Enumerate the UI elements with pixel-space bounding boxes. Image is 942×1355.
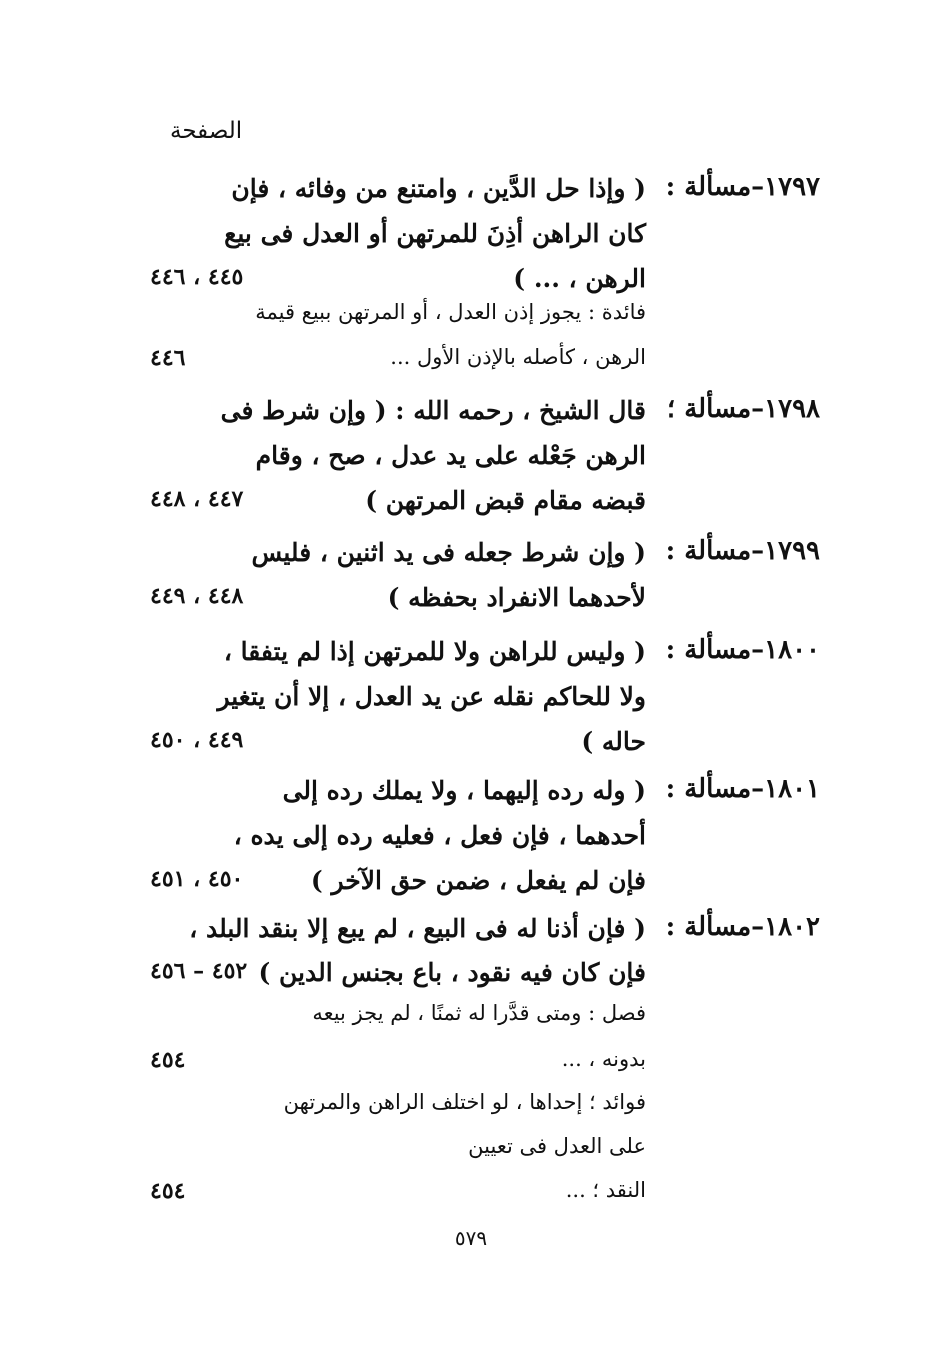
- entry-label: ١٨٠٠–مسألة :: [665, 635, 820, 665]
- entry-text-line: ( وإذا حل الدَّين ، وامتنع من وفائه ، فإن: [231, 174, 646, 203]
- page-column-header: الصفحة: [170, 118, 243, 144]
- entry-text-line: فإن لم يفعل ، ضمن حق الآخر ): [310, 866, 646, 895]
- page-reference: ٤٥٠ ، ٤٥١: [150, 866, 244, 892]
- entry-text-line: قبضه مقام قبض المرتهن ): [365, 486, 646, 515]
- entry-text-line: ( وإن شرط جعله فى يد اثنين ، فليس: [251, 538, 646, 567]
- note-page-reference: ٤٥٤: [150, 1178, 186, 1204]
- entry-text-line: حاله ): [581, 727, 646, 756]
- note-text-line: فوائد ؛ إحداها ، لو اختلف الراهن والمرتهن: [283, 1090, 646, 1114]
- note-page-reference: ٤٤٦: [150, 345, 186, 371]
- entry-label: ١٧٩٨–مسألة ؛: [666, 394, 820, 424]
- entry-label: ١٧٩٩–مسألة :: [665, 536, 820, 566]
- entry-text-line: ( وله رده إليهما ، ولا يملك رده إلى: [282, 776, 646, 805]
- page-reference: ٤٤٧ ، ٤٤٨: [150, 486, 244, 512]
- note-text-line: بدونه ، ...: [561, 1047, 646, 1071]
- entry-text-line: قال الشيخ ، رحمه الله : ( وإن شرط فى: [220, 396, 646, 425]
- entry-text-line: فإن كان فيه نقود ، باع بجنس الدين ): [258, 958, 646, 987]
- entry-text-line: ( وليس للراهن ولا للمرتهن إذا لم يتفقا ،: [223, 637, 646, 666]
- note-text-line: فائدة : يجوز إذن العدل ، أو المرتهن ببيع قيمة: [255, 300, 646, 324]
- note-text-line: الرهن ، كأصله بالإذن الأول ...: [390, 345, 646, 369]
- page-reference: ٤٤٩ ، ٤٥٠: [150, 727, 244, 753]
- entry-label: ١٨٠١–مسألة :: [665, 774, 820, 804]
- entry-text-line: ولا للحاكم نقله عن يد العدل ، إلا أن يتغير: [217, 682, 646, 711]
- page-reference: ٤٤٥ ، ٤٤٦: [150, 264, 244, 290]
- entry-text-line: أحدهما ، فإن فعل ، فعليه رده إلى يده ،: [233, 821, 646, 850]
- entry-text-line: الرهن ، ... ): [513, 264, 646, 293]
- entry-text-line: الرهن جَعْله على يد عدل ، صح ، وقام: [255, 441, 646, 470]
- entry-text-line: كان الراهن أذِنَ للمرتهن أو العدل فى بيع: [224, 219, 646, 248]
- page-number: ٥٧٩: [454, 1226, 488, 1250]
- note-text-line: فصل : ومتى قدَّرا له ثمنًا ، لم يجز بيعه: [312, 1001, 646, 1025]
- entry-text-line: ( فإن أذنا له فى البيع ، لم يبع إلا بنقد البلد ،: [189, 914, 646, 943]
- note-text-line: النقد ؛ ...: [565, 1178, 646, 1202]
- note-text-line: على العدل فى تعيين: [468, 1134, 646, 1158]
- page-reference: ٤٤٨ ، ٤٤٩: [150, 583, 244, 609]
- entry-label: ١٧٩٧–مسألة :: [665, 172, 820, 202]
- entry-text-line: لأحدهما الانفراد بحفظه ): [387, 583, 646, 612]
- note-page-reference: ٤٥٤: [150, 1047, 186, 1073]
- page-reference: ٤٥٢ – ٤٥٦: [150, 958, 248, 984]
- entry-label: ١٨٠٢–مسألة :: [665, 912, 820, 942]
